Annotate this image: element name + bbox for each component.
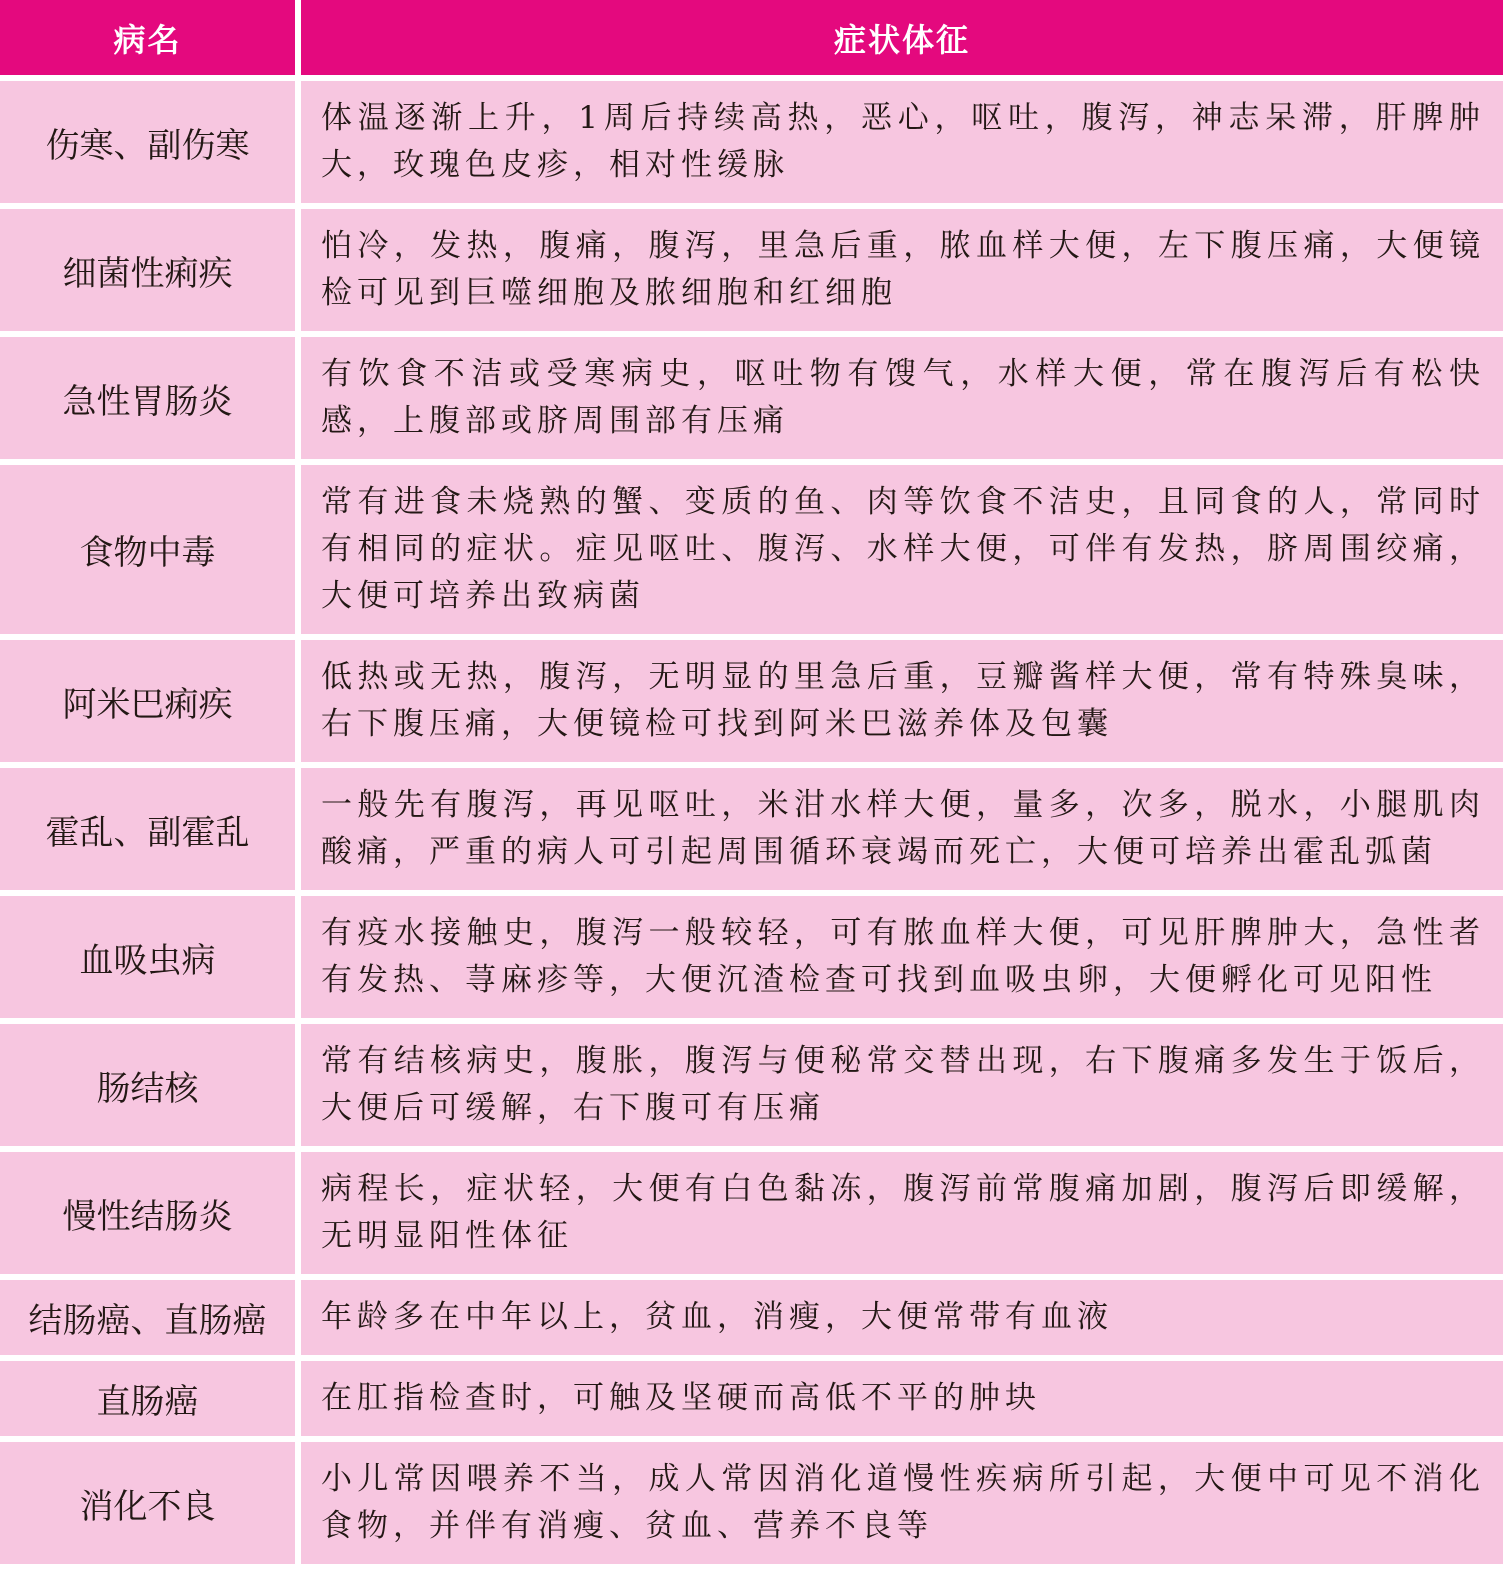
- symptoms-cell: 有疫水接触史，腹泻一般较轻，可有脓血样大便，可见肝脾肿大，急性者有发热、荨麻疹等，大便沉渣检查可找到血吸虫卵，大便孵化可见阳性: [301, 896, 1503, 1018]
- symptoms-cell: 体温逐渐上升，1周后持续高热，恶心，呕吐，腹泻，神志呆滞，肝脾肿大，玫瑰色皮疹，相对性缓脉: [301, 81, 1503, 203]
- table-row: [0, 81, 1503, 203]
- symptoms-cell: 一般先有腹泻，再见呕吐，米泔水样大便，量多，次多，脱水，小腿肌肉酸痛，严重的病人可引起周围循环衰竭而死亡，大便可培养出霍乱弧菌: [301, 768, 1503, 890]
- table-row: [0, 640, 1503, 762]
- header-symptoms: 症状体征: [301, 0, 1503, 75]
- table-row: [0, 1024, 1503, 1146]
- disease-name-cell: 慢性结肠炎: [0, 1152, 295, 1274]
- disease-name-cell: 直肠癌: [0, 1361, 295, 1436]
- symptoms-cell: 在肛指检查时，可触及坚硬而高低不平的肿块: [301, 1361, 1503, 1436]
- disease-name-cell: 阿米巴痢疾: [0, 640, 295, 762]
- disease-name-cell: 肠结核: [0, 1024, 295, 1146]
- disease-name-cell: 霍乱、副霍乱: [0, 768, 295, 890]
- symptoms-cell: 低热或无热，腹泻，无明显的里急后重，豆瓣酱样大便，常有特殊臭味，右下腹压痛，大便镜检可找到阿米巴滋养体及包囊: [301, 640, 1503, 762]
- table-row: [0, 768, 1503, 890]
- table-row: [0, 1280, 1503, 1355]
- symptoms-cell: 病程长，症状轻，大便有白色黏冻，腹泻前常腹痛加剧，腹泻后即缓解，无明显阳性体征: [301, 1152, 1503, 1274]
- table-row: [0, 1361, 1503, 1436]
- table-header-row: [0, 0, 1503, 75]
- disease-name-cell: 血吸虫病: [0, 896, 295, 1018]
- symptoms-cell: 小儿常因喂养不当，成人常因消化道慢性疾病所引起，大便中可见不消化食物，并伴有消瘦、贫血、营养不良等: [301, 1442, 1503, 1564]
- table-row: [0, 209, 1503, 331]
- disease-name-cell: 急性胃肠炎: [0, 337, 295, 459]
- table-row: [0, 465, 1503, 634]
- symptoms-cell: 年龄多在中年以上，贫血，消瘦，大便常带有血液: [301, 1280, 1503, 1355]
- table-row: [0, 1152, 1503, 1274]
- table-row: [0, 337, 1503, 459]
- disease-name-cell: 食物中毒: [0, 465, 295, 634]
- symptoms-cell: 常有结核病史，腹胀，腹泻与便秘常交替出现，右下腹痛多发生于饭后，大便后可缓解，右下腹可有压痛: [301, 1024, 1503, 1146]
- symptoms-cell: 怕冷，发热，腹痛，腹泻，里急后重，脓血样大便，左下腹压痛，大便镜检可见到巨噬细胞及脓细胞和红细胞: [301, 209, 1503, 331]
- disease-name-cell: 细菌性痢疾: [0, 209, 295, 331]
- disease-name-cell: 结肠癌、直肠癌: [0, 1280, 295, 1355]
- header-disease-name: 病名: [0, 0, 295, 75]
- disease-name-cell: 伤寒、副伤寒: [0, 81, 295, 203]
- table-row: [0, 896, 1503, 1018]
- symptoms-cell: 有饮食不洁或受寒病史，呕吐物有馊气，水样大便，常在腹泻后有松快感，上腹部或脐周围部有压痛: [301, 337, 1503, 459]
- disease-name-cell: 消化不良: [0, 1442, 295, 1564]
- symptoms-cell: 常有进食未烧熟的蟹、变质的鱼、肉等饮食不洁史，且同食的人，常同时有相同的症状。症见呕吐、腹泻、水样大便，可伴有发热，脐周围绞痛，大便可培养出致病菌: [301, 465, 1503, 634]
